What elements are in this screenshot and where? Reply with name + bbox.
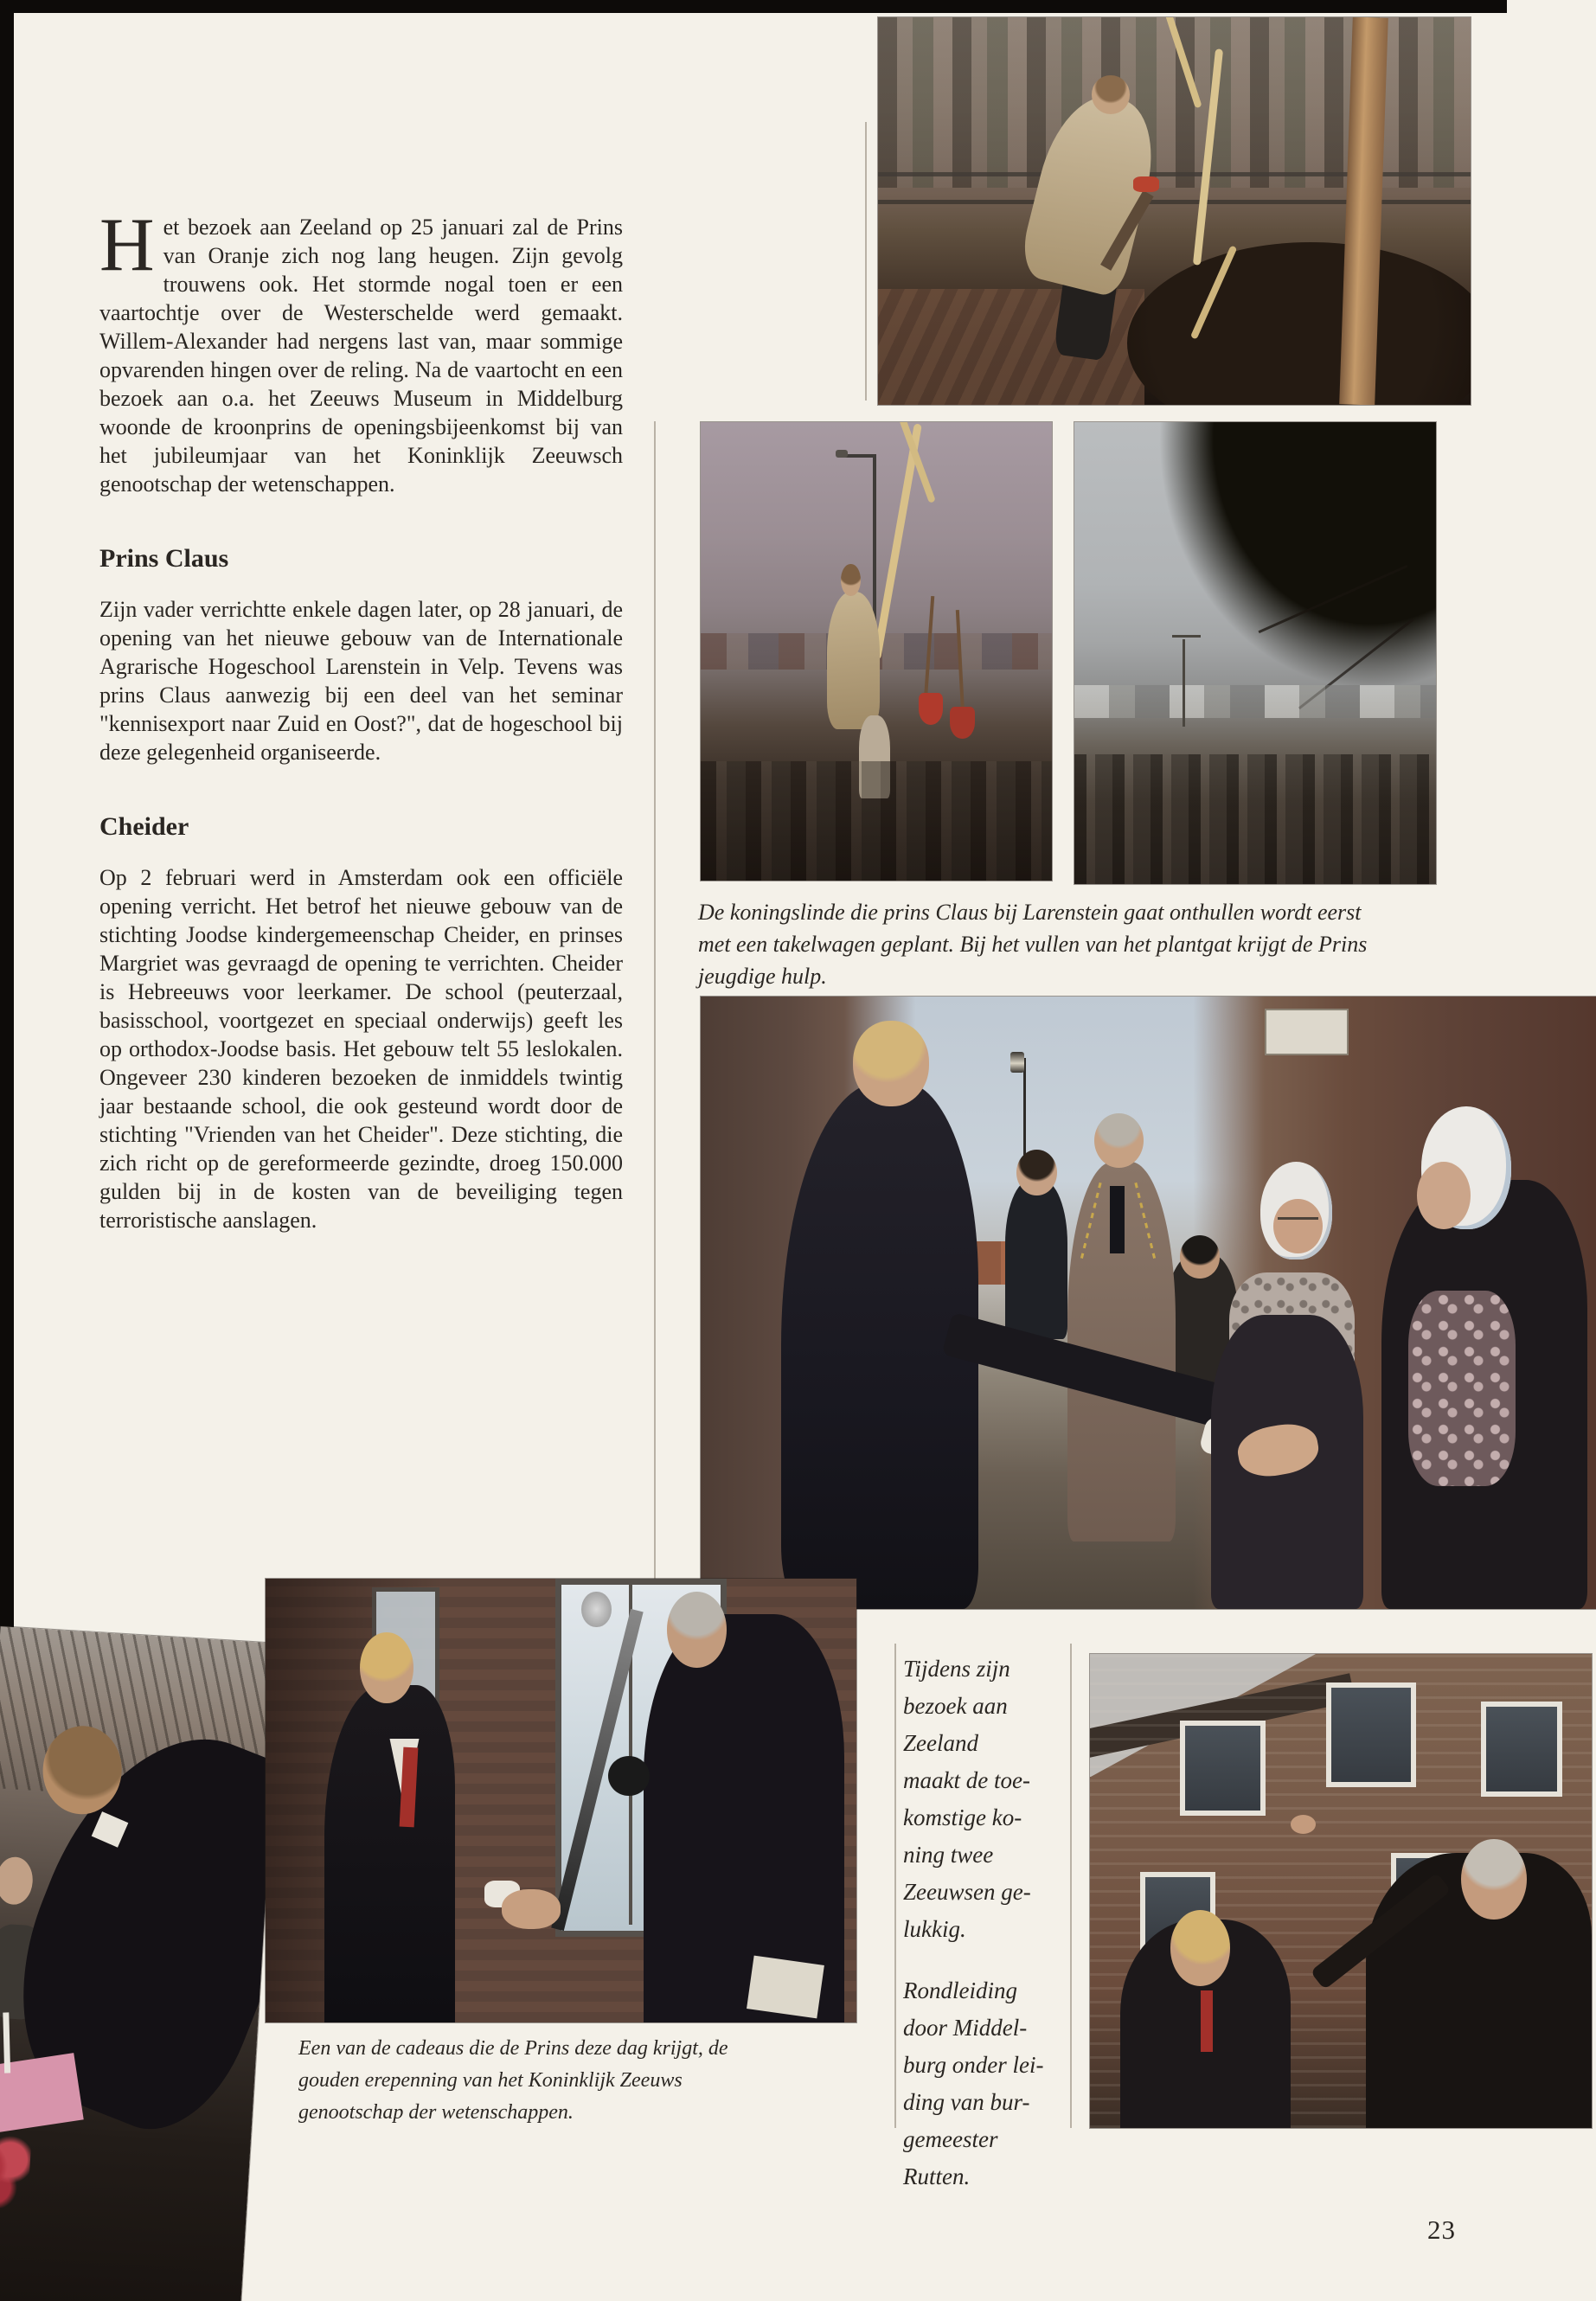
walking-man-head — [841, 564, 860, 596]
microphone-head — [581, 1592, 611, 1627]
street-lamp — [1183, 639, 1185, 727]
photo-handshake-zeeland-women — [701, 997, 1596, 1609]
rule-column-divider — [654, 421, 656, 1596]
microphone-windscreen — [608, 1756, 650, 1796]
section-body-prins-claus: Zijn vader verrichtte enkele dagen later, op 28 januari, de opening van het nieuwe gebouw van de Internationale Agrarische Hogeschool Larenstein in Velp. Tevens was prins Claus aanwezig bij een deel van het seminar "kennisexport naar Zuid en Oost?", dat de hogeschool bij deze gelegenheid organiseerde. — [99, 597, 623, 765]
prince-red-tie — [1201, 1990, 1214, 2052]
white-candle — [3, 2012, 10, 2073]
rule-bottom-left-divider — [894, 1644, 896, 2128]
street-lantern-bracket — [1023, 1058, 1026, 1156]
section-heading-prins-claus: Prins Claus — [99, 544, 229, 573]
red-shovel-blade — [919, 693, 943, 725]
digging-man-head — [1092, 75, 1131, 114]
caption-koningslinde: De koningslinde die prins Claus bij Larenstein gaat onthullen wordt eerst met een takelwagen geplant. Bij het vullen van het plantgat krijgt de Prins jeugdige hulp. — [698, 900, 1368, 989]
rule-left-of-top-photo — [865, 122, 867, 401]
photo-crowd-under-tree — [1074, 422, 1436, 884]
prince-head — [853, 1021, 929, 1106]
crowd-band — [701, 761, 1052, 881]
aide-figure — [1005, 1180, 1067, 1339]
woman1-glasses — [1278, 1217, 1319, 1220]
window — [1481, 1702, 1561, 1798]
bystander-face — [0, 1856, 35, 1906]
page-number: 23 — [1427, 2214, 1456, 2245]
red-flowers — [0, 2125, 32, 2209]
mayor-head — [1094, 1113, 1144, 1169]
shovel-grip — [1133, 176, 1160, 192]
crowd-band — [1074, 754, 1436, 884]
prince-head — [1170, 1910, 1231, 1986]
photo-autograph-signing — [0, 1626, 281, 2301]
woman2-face — [1417, 1162, 1471, 1229]
handshake-hands — [502, 1889, 561, 1929]
red-shovel-blade-second — [950, 707, 974, 739]
pink-paper — [0, 2053, 83, 2135]
soil-heap — [1127, 242, 1471, 405]
official-suit — [644, 1614, 844, 2022]
lamppost-lantern — [836, 450, 848, 458]
photo-tree-planting-digging — [878, 17, 1471, 405]
window — [1326, 1682, 1417, 1788]
section-body-cheider: Op 2 februari werd in Amsterdam ook een officiële opening verricht. Het betrof het nieuwe gebouw van de stichting Joodse kindergemeenschap Cheider, en prinses Margriet was gevraagd de opening te verrichten. Cheider is Hebreeuws voor leerkamer. De school (peuterzaal, basisschool, voortgezet en speciaal onderwijs) geeft les op orthodox-Joodse basis. Het gebouw telt 55 leslokalen. Ongeveer 230 kinderen bezoeken de inmiddels twintig jaar bestaande school, die ook gesteund wordt door de stichting "Vrienden van het Cheider". Deze stichting, die zich richt op de gereformeerde gezindte, droeg 150.000 gulden bij in de kosten van de beveiliging tegen terroristische aanslagen. — [99, 865, 623, 1233]
article-text-column — [99, 203, 623, 1234]
street-lamp-arm — [1172, 635, 1201, 638]
mayor-head — [1461, 1839, 1526, 1920]
mayor-tie — [1110, 1186, 1125, 1253]
distant-buildings — [1074, 685, 1436, 717]
intro-text: et bezoek aan Zeeland op 25 januari zal de Prins van Oranje zich nog lang heugen. Zijn gevolg trouwens ook. Het stormde nogal toen er een vaartochtje over de Westerschelde werd gemaakt. Willem-Alexander had nergens last van, maar sommige opvarenden hingen over de reling. Na de vaartocht en een bezoek aan o.a. het Zeeuws Museum in Middelburg woonde de kroonprins de openingsbijeenkomst bij van het jubileumjaar van het Koninklijk Zeeuwsch genootschap der wetenschappen. — [99, 215, 623, 497]
woman2-floral-scarf — [1408, 1291, 1516, 1487]
scan-border-top — [0, 0, 1507, 13]
prince-suit — [324, 1685, 454, 2022]
street-lantern — [1010, 1052, 1024, 1073]
drop-cap: H — [99, 203, 155, 287]
section-heading-cheider: Cheider — [99, 812, 189, 841]
window — [1180, 1721, 1266, 1817]
photo-sapling-carry — [701, 422, 1052, 881]
photo-middelburg-rondleiding — [1090, 1654, 1592, 2128]
intro-paragraph — [99, 203, 623, 498]
prince-head — [360, 1632, 413, 1703]
photographer-head — [1180, 1235, 1221, 1279]
caption-erepenning: Een van de cadeaus die de Prins deze dag krijgt, de gouden erepenning van het Koninklijk Zeeuws genootschap der wetenschappen. — [298, 2037, 728, 2124]
dark-tree-canopy — [1157, 422, 1436, 690]
photo-erepenning-handshake — [266, 1579, 856, 2022]
walking-man-coat — [827, 592, 880, 729]
scan-border-left — [0, 0, 14, 1694]
official-head — [667, 1592, 726, 1667]
paper-program — [747, 1956, 824, 2018]
caption-zeeuwsen: Tijdens zijn bezoek aan Zeeland maakt de toe- komstige ko- ning twee Zeeuwsen ge- lukkig. — [903, 1656, 1031, 1942]
stone-plaque — [1265, 1009, 1349, 1055]
caption-rondleiding: Rondleiding door Middel- burg onder lei- ding van bur- gemeester Rutten. — [903, 1977, 1044, 2189]
aide-head — [1016, 1150, 1057, 1195]
